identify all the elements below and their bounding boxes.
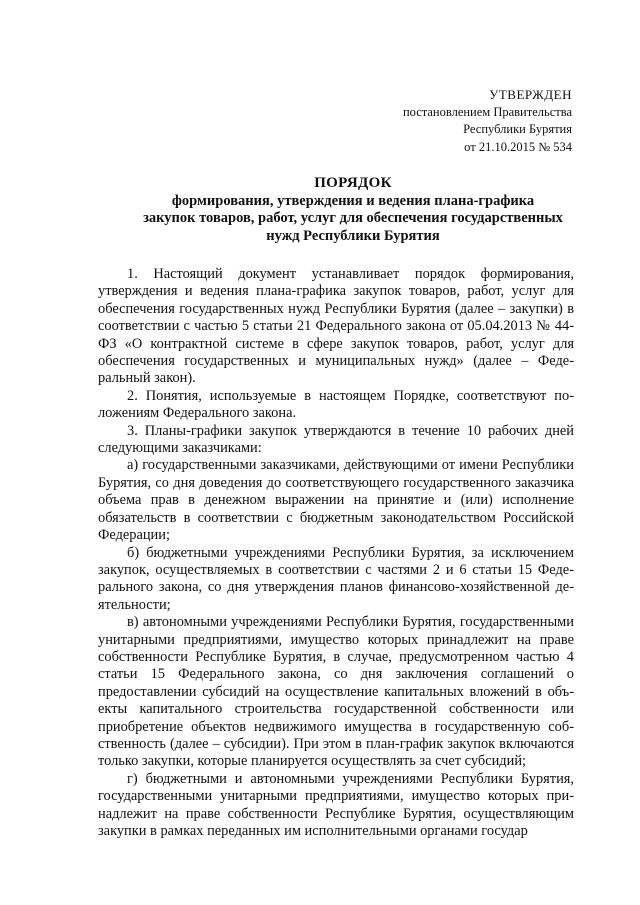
approval-line-1: постановлением Правительства: [402, 104, 572, 119]
paragraph-3: 3. Планы-графики закупок утверждаются в течение 10 рабочих дней следующими заказчиками:: [98, 422, 574, 457]
approval-line-2: Республики Бурятия: [463, 122, 572, 136]
approval-line-3: от 21.10.2015 № 534: [464, 139, 572, 154]
title-line-2: закупок товаров, работ, услуг для обеспечения государственных: [143, 210, 563, 226]
paragraph-3g: г) бюджетными и автономными учреждениями Республики Бурятия, государственными унитарными предприятиями, имущество которых принадлежит на праве собственности Республике Бурятия, осуществляющим закупки в рамках переданных им исполнительными органами государ: [98, 770, 574, 839]
paragraph-3a: а) государственными заказчиками, действующими от имени Республики Бурятия, со дня доведения до соответствующего государственного заказчика объема прав в денежном выражении на принятие и (или) исполнение обязательств в соответствии с бюджетным законодательством Российской Федерации;: [98, 457, 574, 544]
paragraph-2: 2. Понятия, используемые в настоящем Порядке, соответствуют положениям Федерального закона.: [98, 387, 574, 422]
title-line-1: формирования, утверждения и ведения плана-графика: [171, 192, 535, 209]
document-title: [120, 175, 586, 245]
paragraph-3b: б) бюджетными учреждениями Республики Бурятия, за исключением закупок, осуществляемых в соответствии с частями 2 и 6 статьи 15 Федерального закона, со дня утверждения планов финансово-хозяйственной деятельности;: [98, 544, 574, 613]
paragraph-3v: в) автономными учреждениями Республики Бурятия, государственными унитарными предприятиями, имущество которых принадлежит на праве собственности Республике Бурятия, в случае, предусмотренном частью 4 статьи 15 Федерального закона, со дня заключения соглашений о предоставлении субсидий на осуществление капитальных вложений в объекты капитального строительства государственной собственности или приобретение объектов недвижимого имущества в государственную собственность (далее – субсидии). При этом в план-график закупок включаются только закупки, которые планируется осуществлять за счет субсидий;: [98, 614, 574, 770]
document-body: [98, 266, 574, 840]
paragraph-1: 1. Настоящий документ устанавливает порядок формирования, утверждения и ведения плана-графика закупок товаров, работ, услуг для обеспечения государственных нужд Республики Бурятия (далее – закупки) в соответствии с частью 5 статьи 21 Федерального закона от 05.04.2013 № 44-ФЗ «О контрактной системе в сфере закупок товаров, работ, услуг для обеспечения государственных и муниципальных нужд» (далее – Федеральный закон).: [98, 266, 574, 387]
title-line-3: нужд Республики Бурятия: [266, 227, 440, 244]
title-heading: ПОРЯДОК: [314, 175, 392, 191]
approval-heading: УТВЕРЖДЕН: [489, 87, 572, 102]
approval-stamp: [403, 86, 572, 156]
